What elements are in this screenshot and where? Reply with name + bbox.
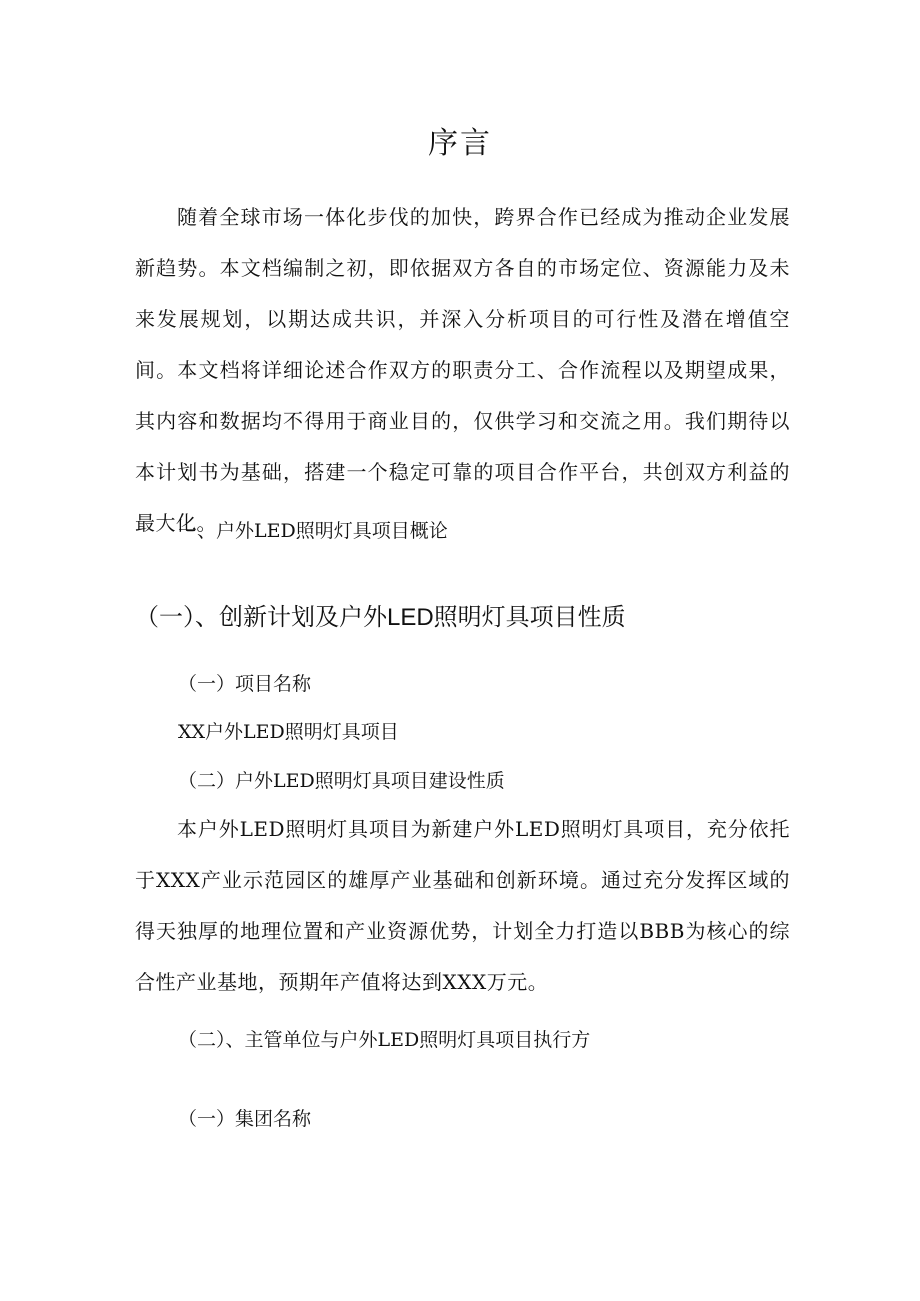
document-title: 序言 bbox=[428, 126, 492, 161]
construction-nature-paragraph: 本户外LED照明灯具项目为新建户外LED照明灯具项目，充分依托于XXX产业示范园区的雄厚产业基础和创新环境。通过充分发挥区域的得天独厚的地理位置和产业资源优势，计划全力打造以BBB为核心的综合性产业基地，预期年产值将达到XXX万元。 bbox=[135, 817, 790, 994]
subsection-heading-innovation-plan: （一）、创新计划及户外LED照明灯具项目性质 bbox=[135, 604, 626, 631]
section-heading-overview: 一、户外LED照明灯具项目概论 bbox=[178, 520, 448, 542]
project-name-text: XX户外LED照明灯具项目 bbox=[178, 721, 399, 743]
item-heading-group-name: （一）集团名称 bbox=[178, 1108, 312, 1130]
item-heading-project-name: （一）项目名称 bbox=[178, 673, 312, 695]
preface-paragraph: 随着全球市场一体化步伐的加快，跨界合作已经成为推动企业发展新趋势。本文档编制之初，即依据双方各自的市场定位、资源能力及未来发展规划，以期达成共识，并深入分析项目的可行性及潜在增值空间。本文档将详细论述合作双方的职责分工、合作流程以及期望成果，其内容和数据均不得用于商业目的，仅供学习和交流之用。我们期待以本计划书为基础，搭建一个稳定可靠的项目合作平台，共创双方利益的最大化。 bbox=[135, 205, 790, 535]
item-heading-construction-nature: （二）户外LED照明灯具项目建设性质 bbox=[178, 770, 505, 792]
subsection-heading-executors: （二）、主管单位与户外LED照明灯具项目执行方 bbox=[178, 1029, 591, 1051]
